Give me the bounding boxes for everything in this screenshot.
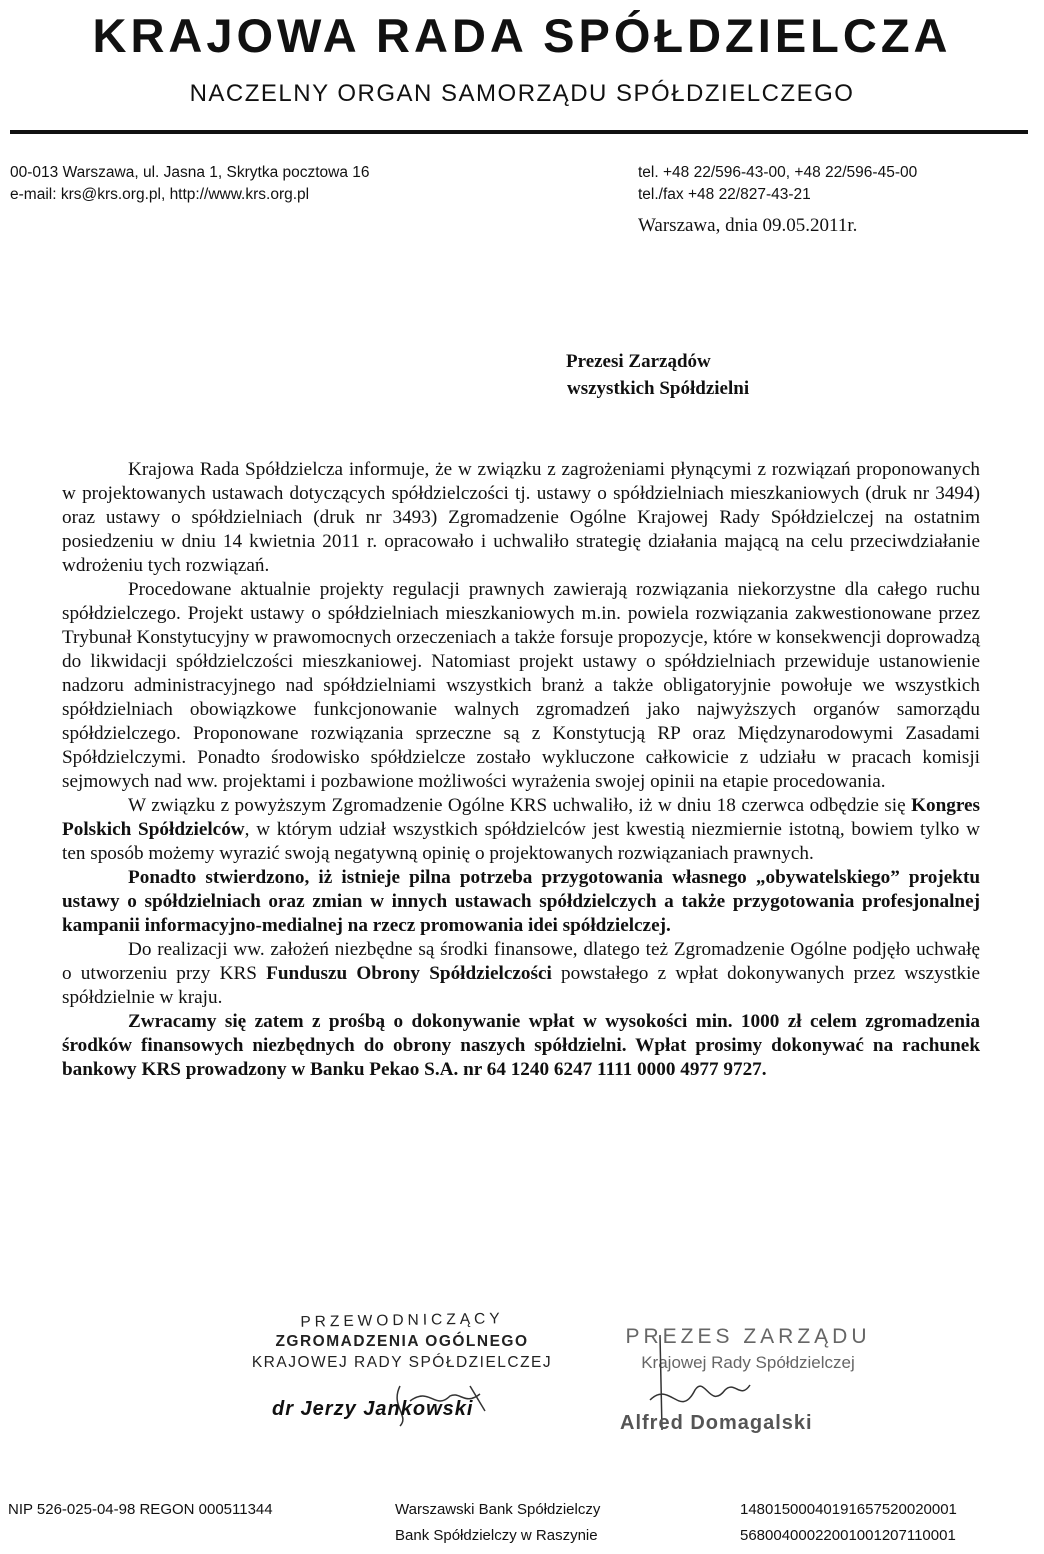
- letter-date: Warszawa, dnia 09.05.2011r.: [638, 215, 858, 236]
- bank-account-1: 14801500040191657520020001: [740, 1501, 957, 1518]
- footer: [8, 1497, 1028, 1549]
- paragraph-5-text-a: Do realizacji ww. założeń niezbędne są środki finansowe, dlatego też Zgromadzenie Ogólne podjęło uchwałę o utworzeniu przy KRS: [62, 939, 980, 984]
- bank-name-2: Bank Spółdzielczy w Raszynie: [395, 1527, 598, 1544]
- paragraph-2: Procedowane aktualnie projekty regulacji prawnych zawierają rozwiązania niekorzystne dla całego ruchu spółdzielczego. Projekt ustawy o spółdzielniach mieszkaniowych m.in. powiela rozwiązania zakwestionowane przez Trybunał Konstytucyjny w prawomocnych orzeczeniach a także forsuje propozycje, które w konsekwencji doprowadzą do likwidacji spółdzielczości mieszkaniowej. Natomiast projekt ustawy o spółdzielniach przewiduje ustanowienie nadzoru administracyjnego nad spółdzielniami wszystkich branż a także obligatoryjnie powołuje we wszystkich spółdzielniach obowiązkowe funkcjonowanie walnych zgromadzeń jako najwyższych organów samorządu spółdzielczego. Proponowane rozwiązania sprzeczne są z Konstytucją RP oraz Międzynarodowymi Zasadami Spółdzielczymi. Ponadto środowisko spółdzielcze zostało wykluczone całkowicie z udziału w pracach komisji sejmowych nad ww. projektami i pozbawione możliwości wyrażenia swojej opinii na etapie procedowania.: [62, 579, 980, 792]
- chairman-name: dr Jerzy Jankowski: [272, 1398, 474, 1420]
- letterhead-title: KRAJOWA RADA SPÓŁDZIELCZA: [92, 9, 952, 62]
- address-line: 00-013 Warszawa, ul. Jasna 1, Skrytka pocztowa 16: [10, 164, 370, 181]
- letter-body: [62, 458, 980, 1082]
- congress-name: Kongres Polskich Spółdzielców: [62, 795, 980, 840]
- paragraph-3-text-a: W związku z powyższym Zgromadzenie Ogólne KRS uchwaliło, iż w dniu 18 czerwca odbędzie się: [128, 795, 912, 816]
- contact-right: [638, 162, 917, 206]
- contact-left: [10, 162, 370, 206]
- paragraph-3: [62, 794, 980, 866]
- paragraph-3-text-c: , w którym udział wszystkich spółdzielców jest kwestią niezmiernie istotną, bowiem tylko w ten sposób możemy wyrazić swoją negatywną opinię o projektowanych rozwiązaniach prawnych.: [62, 819, 980, 864]
- fund-name: Funduszu Obrony Spółdzielczości: [266, 963, 552, 984]
- fax-line: tel./fax +48 22/827-43-21: [638, 186, 811, 203]
- paragraph-6: Zwracamy się zatem z prośbą o dokonywanie wpłat w wysokości min. 1000 zł celem zgromadzenia środków finansowych niezbędnych do obrony naszych spółdzielni. Wpłat prosimy dokonywać na rachunek bankowy KRS prowadzony w Banku Pekao S.A. nr 64 1240 6247 1111 0000 4977 9727.: [62, 1011, 980, 1080]
- chairman-stamp-line-2: ZGROMADZENIA OGÓLNEGO: [275, 1333, 529, 1350]
- tax-ids: NIP 526-025-04-98 REGON 000511344: [8, 1501, 273, 1518]
- footer-row-2: [8, 1523, 1028, 1549]
- president-stamp-line-2: Krajowej Rady Spółdzielczej: [641, 1353, 855, 1372]
- chairman-stamp-line-1: PRZEWODNICZĄCY: [300, 1310, 504, 1331]
- president-stamp-line-1: PREZES ZARZĄDU: [625, 1325, 871, 1348]
- president-name: Alfred Domagalski: [620, 1412, 813, 1434]
- addressee-line-1: Prezesi Zarządów: [566, 351, 711, 372]
- chairman-stamp: [232, 1310, 572, 1373]
- paragraph-5-text-c: powstałego z wpłat dokonywanych przez wszystkie spółdzielnie w kraju.: [62, 963, 980, 1008]
- paragraph-4: Ponadto stwierdzono, iż istnieje pilna potrzeba przygotowania własnego „obywatelskiego” projektu ustawy o spółdzielniach oraz zmian w innych ustawach spółdzielczych a także przygotowania profesjonalnej kampanii informacyjno-medialnej na rzecz promowania idei spółdzielczej.: [62, 867, 980, 936]
- bank-account-2: 56800400022001001207110001: [740, 1527, 956, 1544]
- bank-name-1: Warszawski Bank Spółdzielczy: [395, 1501, 601, 1518]
- email-web-line: e-mail: krs@krs.org.pl, http://www.krs.org.pl: [10, 186, 310, 203]
- addressee: [566, 348, 749, 402]
- paragraph-5: [62, 938, 980, 1010]
- paragraph-1: Krajowa Rada Spółdzielcza informuje, że w związku z zagrożeniami płynącymi z rozwiązań proponowanych w projektowanych ustawach dotyczących spółdzielczości tj. ustawy o spółdzielniach mieszkaniowych (druk nr 3494) oraz ustawy o spółdzielniach (druk nr 3493) Zgromadzenie Ogólne Krajowej Rady Spółdzielczej na ostatnim posiedzeniu w dniu 14 kwietnia 2011 r. opracowało i uchwaliło strategię działania mającą na celu przeciwdziałanie wdrożeniu tych rozwiązań.: [62, 459, 980, 576]
- chairman-stamp-line-3: KRAJOWEJ RADY SPÓŁDZIELCZEJ: [251, 1354, 553, 1371]
- phone-line: tel. +48 22/596-43-00, +48 22/596-45-00: [638, 164, 918, 181]
- signature-block: [0, 1300, 1044, 1480]
- addressee-line-2: wszystkich Spółdzielni: [567, 378, 750, 399]
- footer-row-1: [8, 1497, 1028, 1523]
- letterhead-subtitle: NACZELNY ORGAN SAMORZĄDU SPÓŁDZIELCZEGO: [189, 80, 855, 107]
- letterhead-divider: [10, 130, 1028, 134]
